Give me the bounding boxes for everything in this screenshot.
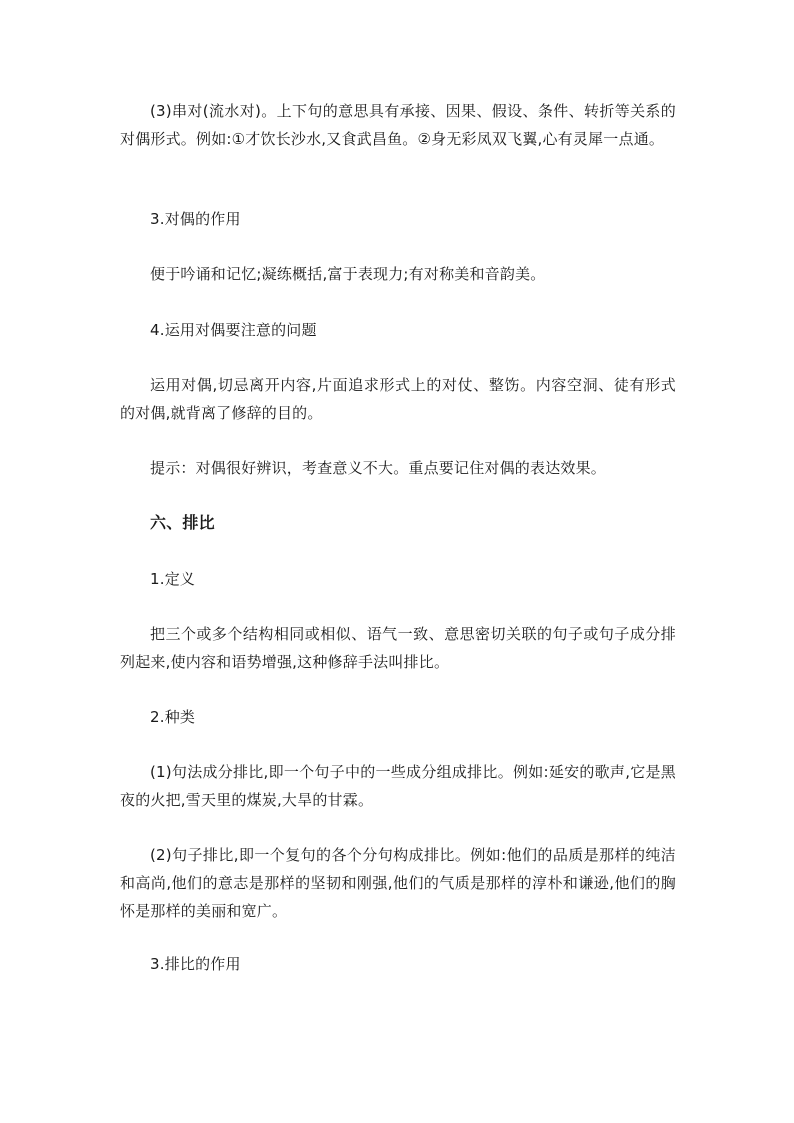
paragraph-duiou-caution: 运用对偶,切忌离开内容,片面追求形式上的对仗、整饬。内容空洞、徒有形式的对偶,就背离了修辞的目的。 — [120, 376, 676, 422]
subheading-definition: 1.定义 — [150, 570, 196, 588]
subheading-duiou-caution: 4.运用对偶要注意的问题 — [150, 321, 317, 339]
paragraph-duiou-function: 便于吟诵和记忆;凝练概括,富于表现力;有对称美和音韵美。 — [150, 265, 546, 283]
paragraph-definition: 把三个或多个结构相同或相似、语气一致、意思密切关联的句子或句子成分排列起来,使内容和语势增强,这种修辞手法叫排比。 — [120, 625, 676, 671]
section-heading-paibi: 六、排比 — [150, 513, 215, 532]
paragraph-tip: 提示：对偶很好辨识，考查意义不大。重点要记住对偶的表达效果。 — [150, 459, 607, 477]
subheading-duiou-function: 3.对偶的作用 — [150, 210, 241, 228]
paragraph-chuandui: (3)串对(流水对)。上下句的意思具有承接、因果、假设、条件、转折等关系的对偶形式。例如:①才饮长沙水,又食武昌鱼。②身无彩凤双飞翼,心有灵犀一点通。 — [120, 102, 676, 148]
paragraph-type-1: (1)句法成分排比,即一个句子中的一些成分组成排比。例如:延安的歌声,它是黑夜的火把,雪天里的煤炭,大旱的甘霖。 — [120, 763, 676, 809]
subheading-types: 2.种类 — [150, 708, 196, 726]
paragraph-type-2: (2)句子排比,即一个复句的各个分句构成排比。例如:他们的品质是那样的纯洁和高尚,他们的意志是那样的坚韧和刚强,他们的气质是那样的淳朴和谦逊,他们的胸怀是那样的美丽和宽广。 — [120, 846, 676, 920]
subheading-paibi-function: 3.排比的作用 — [150, 955, 241, 973]
